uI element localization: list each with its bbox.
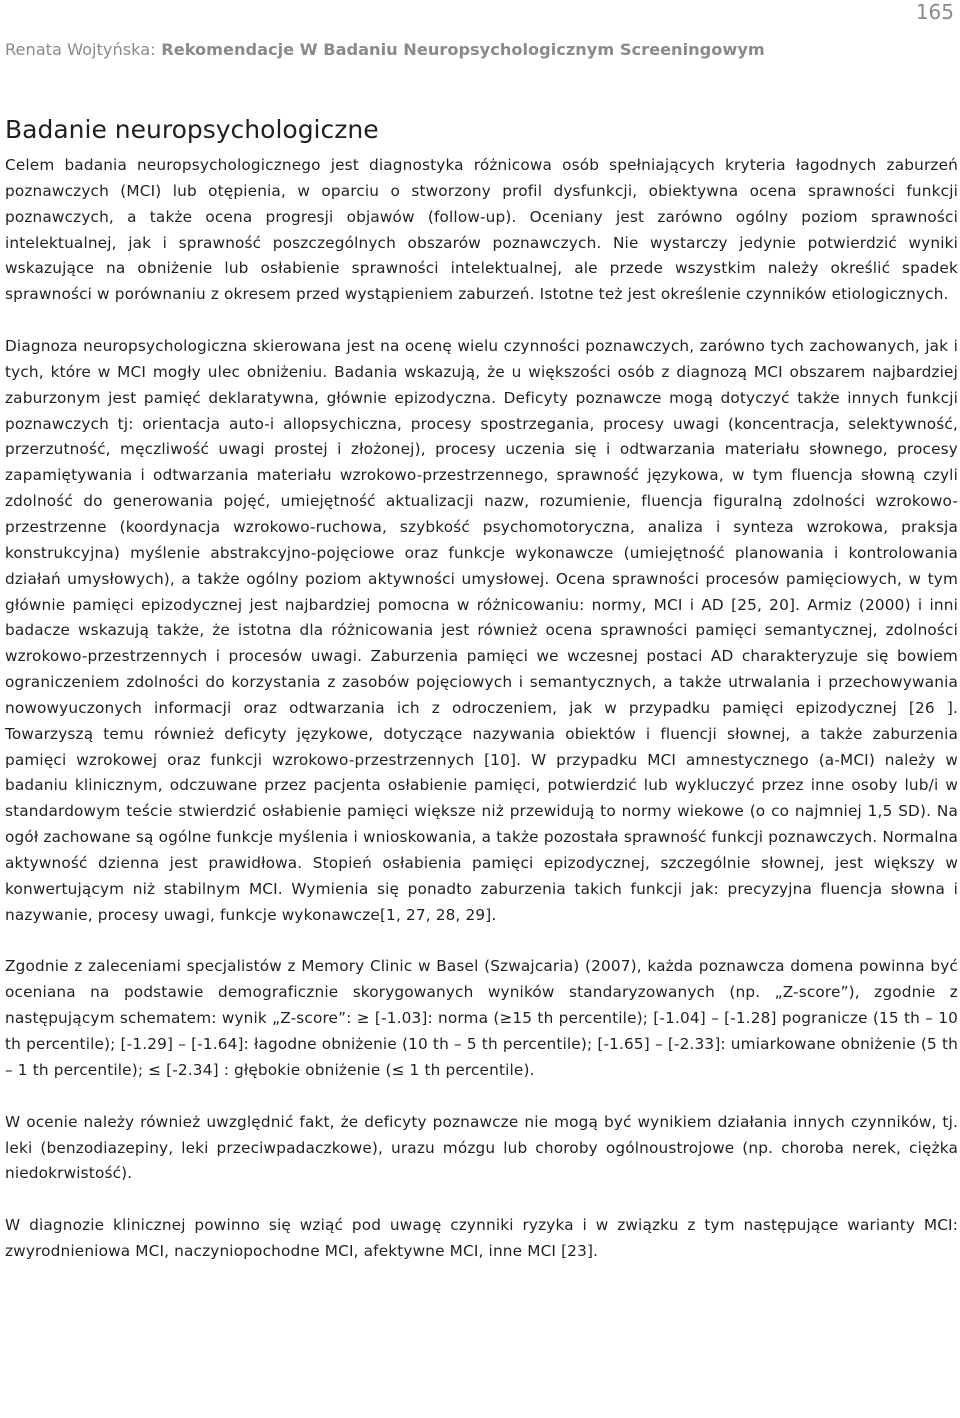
running-header-author: Renata Wojtyńska: — [5, 40, 156, 59]
paragraph-diagnosis: Diagnoza neuropsychologiczna skierowana jest na ocenę wielu czynności poznawczych, zarówno tych zachowanych, jak i tych, które w MCI mogły ulec obniżeniu. Badania wskazują, że u większości osób z diagnozą MCI obszarem najbardziej zaburzonym jest pamięć deklaratywna, głównie epizodyczna. Deficyty poznawcze mogą dotyczyć także innych funkcji poznawczych tj: orientacja auto-i allopsychiczna, procesy spostrzegania, procesy uwagi (koncentracja, selektywność, przerzutność, męczliwość uwagi prostej i złożonej), procesy uczenia się i odtwarzania materiału słownego, procesy zapamiętywania i odtwarzania materiału wzrokowo-przestrzennego, sprawność językowa, w tym fluencja słowną czyli zdolność do generowania pojęć, umiejętność aktualizacji nazw, rozumienie, fluencja figuralną zdolności wzrokowo-przestrzenne (koordynacja wzrokowo-ruchowa, szybkość psychomotoryczna, analiza i synteza wzrokowa, praksja konstrukcyjna) myślenie abstrakcyjno-pojęciowe oraz funkcje wykonawcze (umiejętność planowania i kontrolowania działań umysłowych), a także ogólny poziom aktywności umysłowej. Ocena sprawności procesów pamięciowych, w tym głównie pamięci epizodycznej jest najbardziej pomocna w różnicowaniu: normy, MCI i AD [25, 20]. Armiz (2000) i inni badacze wskazują także, że istotna dla różnicowania jest również ocena sprawności pamięci semantycznej, zdolności wzrokowo-przestrzennych i procesów uwagi. Zaburzenia pamięci we wczesnej postaci AD charakteryzuje się bowiem ograniczeniem zdolności do korzystania z zasobów pojęciowych i semantycznych, a także utrwalania i przechowywania nowowyuczonych informacji oraz odtwarzania ich z odroczeniem, jak w przypadku pamięci epizodycznej [26 ]. Towarzyszą temu również deficyty językowe, dotyczące nazywania obiektów i fluencji słownej, a także zaburzenia pamięci wzrokowej oraz funkcji wzrokowo-przestrzennych [10]. W przypadku MCI amnestycznego (a-MCI) należy w badaniu klinicznym, odczuwane przez pacjenta osłabienie pamięci, potwierdzić lub wykluczyć przez inne osoby lub/i w standardowym teście stwierdzić osłabienie pamięci większe niż przewidują to normy wiekowe (o co najmniej 1,5 SD). Na ogół zachowane są ogólne funkcje myślenia i wnioskowania, a także pozostała sprawność funkcji poznawczych. Normalna aktywność dzienna jest prawidłowa. Stopień osłabienia pamięci epizodycznej, szczególnie słownej, jest większy w konwertującym niż stabilnym MCI. Wymienia się ponadto zaburzenia takich funkcji jak: precyzyjna fluencja słowna i nazywanie, procesy uwagi, funkcje wykonawcze[1, 27, 28, 29]. — [5, 337, 958, 924]
paragraph-other-factors: W ocenie należy również uwzględnić fakt, że deficyty poznawcze nie mogą być wynikiem działania innych czynników, tj. leki (benzodiazepiny, leki przeciwpadaczkowe), urazu mózgu lub choroby ogólnoustrojowe (np. choroba nerek, ciężka niedokrwistość). — [5, 1112, 958, 1183]
running-header-title: Rekomendacje W Badaniu Neuropsychologicznym Screeningowym — [155, 40, 765, 59]
running-header — [5, 40, 765, 59]
section-title: Badanie neuropsychologiczne — [5, 115, 379, 144]
paragraph-mci-variants: W diagnozie klinicznej powinno się wziąć pod uwagę czynniki ryzyka i w związku z tym następujące warianty MCI: zwyrodnieniowa MCI, naczyniopochodne MCI, afektywne MCI, inne MCI [23]. — [5, 1216, 958, 1261]
body-text — [5, 153, 958, 1265]
page-number: 165 — [915, 0, 954, 24]
paragraph-zscore: Zgodnie z zaleceniami specjalistów z Memory Clinic w Basel (Szwajcaria) (2007), każda poznawcza domena powinna być oceniana na podstawie demograficznie skorygowanych wyników standaryzowanych (np. „Z-score”), zgodnie z następującym schematem: wynik „Z-score”: ≥ [-1.03]: norma (≥15 th percentile); [-1.04] – [-1.28] pogranicze (15 th – 10 th percentile); [-1.29] – [-1.64]: łagodne obniżenie (10 th – 5 th percentile); [-1.65] – [-2.33]: umiarkowane obniżenie (5 th – 1 th percentile); ≤ [-2.34] : głębokie obniżenie (≤ 1 th percentile). — [5, 957, 958, 1079]
paragraph-intro: Celem badania neuropsychologicznego jest diagnostyka różnicowa osób spełniających kryteria łagodnych zaburzeń poznawczych (MCI) lub otępienia, w oparciu o stworzony profil dysfunkcji, obiektywna ocena sprawności funkcji poznawczych, a także ocena progresji objawów (follow-up). Oceniany jest zarówno ogólny poziom sprawności intelektualnej, jak i sprawność poszczególnych obszarów poznawczych. Nie wystarczy jedynie potwierdzić wyniki wskazujące na obniżenie lub osłabienie sprawności intelektualnej, ale przede wszystkim należy określić spadek sprawności w porównaniu z okresem przed wystąpieniem zaburzeń. Istotne też jest określenie czynników etiologicznych. — [5, 156, 958, 304]
